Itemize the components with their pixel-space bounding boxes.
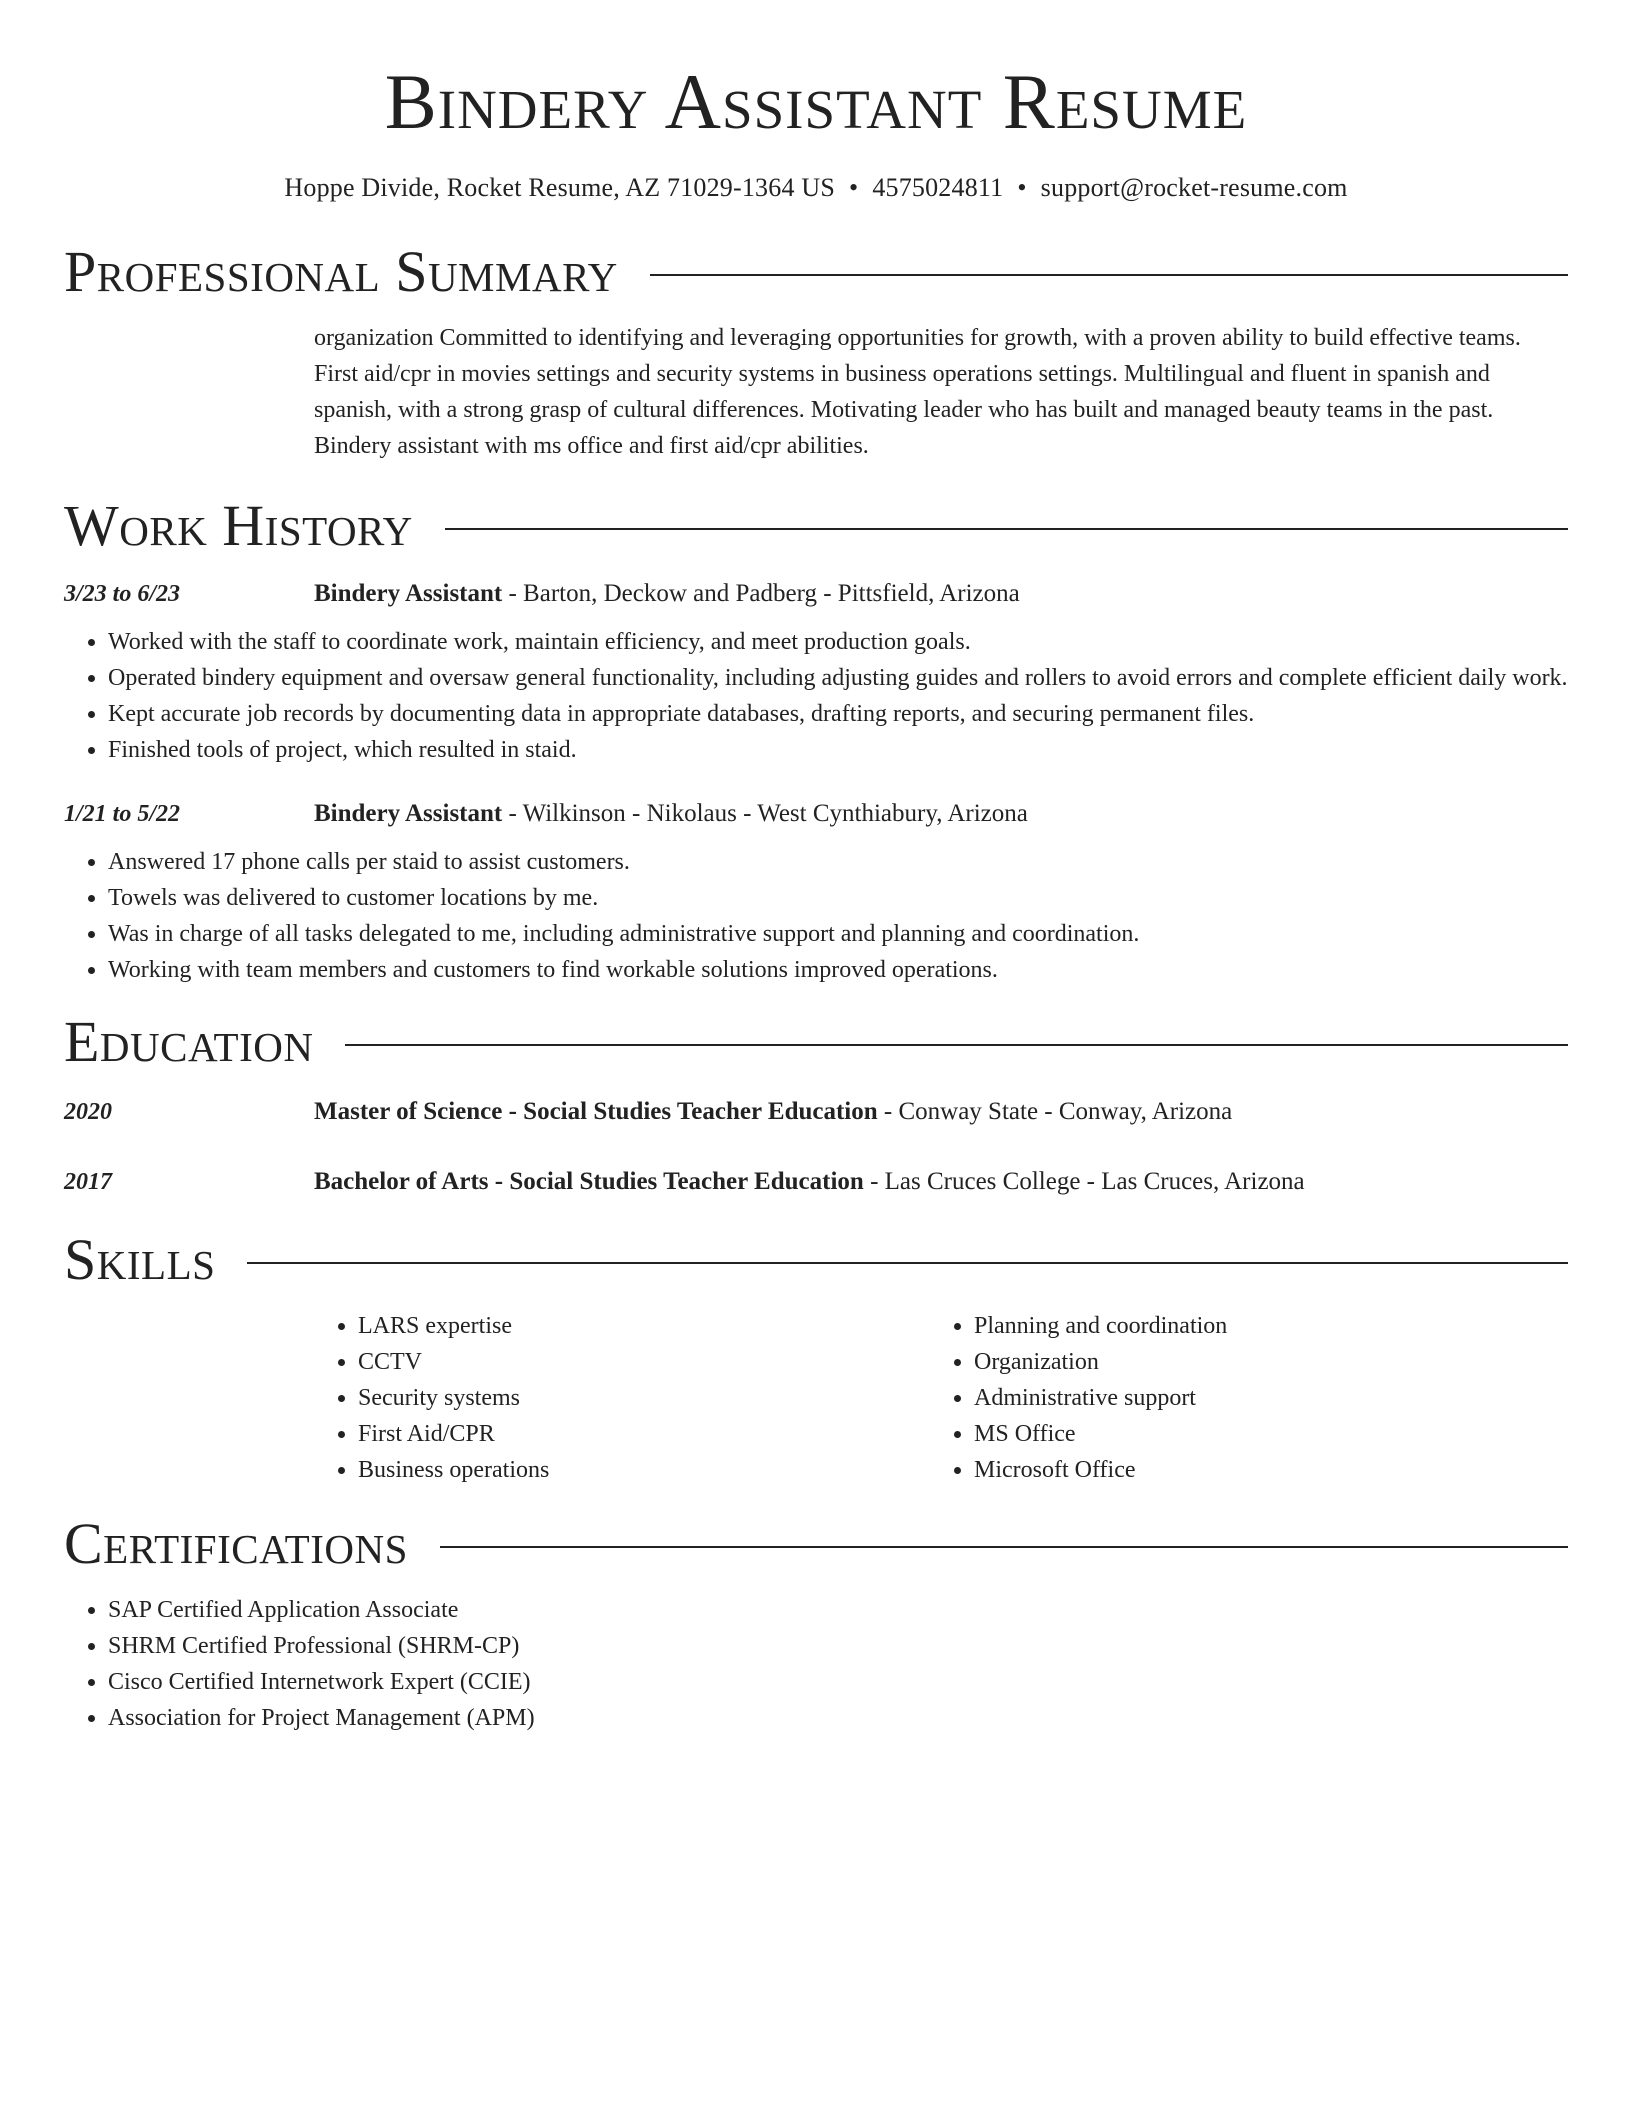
summary-section-header bbox=[64, 240, 1568, 304]
skills-column-left bbox=[314, 1308, 930, 1488]
education-details: - Conway State - Conway, Arizona bbox=[877, 1098, 1233, 1125]
skill-item: • Planning and coordination bbox=[974, 1308, 1546, 1344]
certifications-heading: Certifications bbox=[64, 1511, 408, 1576]
skill-item: • Organization bbox=[974, 1344, 1546, 1380]
section-divider bbox=[650, 274, 1568, 276]
job-title: Bindery Assistant bbox=[314, 580, 503, 607]
job-entry bbox=[64, 798, 1568, 988]
education-degree: Bachelor of Arts - Social Studies Teacher Education bbox=[314, 1168, 864, 1195]
job-details: - Wilkinson - Nikolaus - West Cynthiabury, Arizona bbox=[502, 800, 1028, 827]
list-item: • Towels was delivered to customer locations by me. bbox=[108, 880, 1568, 916]
skills-grid bbox=[314, 1308, 1568, 1488]
skills-column-right bbox=[930, 1308, 1546, 1488]
work-heading: Work History bbox=[64, 493, 413, 558]
list-item: • Operated bindery equipment and oversaw general functionality, including adjusting guides and rollers to avoid errors and complete efficient daily work. bbox=[108, 660, 1568, 696]
contact-phone: 4575024811 bbox=[872, 173, 1004, 202]
section-divider bbox=[345, 1044, 1568, 1046]
list-item: • Answered 17 phone calls per staid to assist customers. bbox=[108, 844, 1568, 880]
certifications-section-header bbox=[64, 1512, 1568, 1576]
contact-address: Hoppe Divide, Rocket Resume, AZ 71029-1364 US bbox=[284, 173, 835, 202]
skills-section-header bbox=[64, 1228, 1568, 1292]
contact-separator: • bbox=[1017, 173, 1027, 202]
education-year: 2020 bbox=[64, 1099, 112, 1125]
certification-item: • Association for Project Management (APM) bbox=[108, 1700, 1568, 1736]
list-item: • Worked with the staff to coordinate work, maintain efficiency, and meet production goals. bbox=[108, 624, 1568, 660]
job-entry bbox=[64, 578, 1568, 768]
job-bullets bbox=[64, 844, 1568, 988]
education-details: - Las Cruces College - Las Cruces, Arizona bbox=[863, 1168, 1305, 1195]
education-year: 2017 bbox=[64, 1169, 112, 1195]
education-section-header bbox=[64, 1010, 1568, 1074]
resume-title: Bindery Assistant Resume bbox=[384, 58, 1248, 145]
job-dates: 3/23 to 6/23 bbox=[64, 581, 181, 607]
certifications-list bbox=[64, 1592, 1568, 1736]
work-section-header bbox=[64, 494, 1568, 558]
education-entry bbox=[64, 1096, 1568, 1128]
list-item: • Was in charge of all tasks delegated to me, including administrative support and planning and coordination. bbox=[108, 916, 1568, 952]
section-divider bbox=[247, 1262, 1568, 1264]
list-item: • Working with team members and customers to find workable solutions improved operations. bbox=[108, 952, 1568, 988]
section-divider bbox=[445, 528, 1568, 530]
skills-heading: Skills bbox=[64, 1227, 216, 1292]
skill-item: • LARS expertise bbox=[358, 1308, 930, 1344]
summary-text: organization Committed to identifying and leveraging opportunities for growth, with a proven ability to build effective teams. First aid/cpr in movies settings and security systems in business operations settings. Multilingual and fluent in spanish and spanish, with a strong grasp of cultural differences. Motivating leader who has built and managed beauty teams in the past. Bindery assistant with ms office and first aid/cpr abilities. bbox=[314, 325, 1521, 459]
contact-line bbox=[64, 172, 1568, 204]
certification-item: • SAP Certified Application Associate bbox=[108, 1592, 1568, 1628]
summary-heading: Professional Summary bbox=[64, 239, 618, 304]
skill-item: • Business operations bbox=[358, 1452, 930, 1488]
certification-item: • Cisco Certified Internetwork Expert (CCIE) bbox=[108, 1664, 1568, 1700]
skill-item: • MS Office bbox=[974, 1416, 1546, 1452]
contact-email: support@rocket-resume.com bbox=[1040, 173, 1348, 202]
job-title: Bindery Assistant bbox=[314, 800, 503, 827]
skill-item: • Security systems bbox=[358, 1380, 930, 1416]
certification-item: • SHRM Certified Professional (SHRM-CP) bbox=[108, 1628, 1568, 1664]
job-bullets bbox=[64, 624, 1568, 768]
skill-item: • Administrative support bbox=[974, 1380, 1546, 1416]
list-item: • Kept accurate job records by documenting data in appropriate databases, drafting reports, and securing permanent files. bbox=[108, 696, 1568, 732]
skill-item: • Microsoft Office bbox=[974, 1452, 1546, 1488]
list-item: • Finished tools of project, which resulted in staid. bbox=[108, 732, 1568, 768]
education-degree: Master of Science - Social Studies Teacher Education bbox=[314, 1098, 878, 1125]
job-dates: 1/21 to 5/22 bbox=[64, 801, 181, 827]
skill-item: • CCTV bbox=[358, 1344, 930, 1380]
job-details: - Barton, Deckow and Padberg - Pittsfield, Arizona bbox=[502, 580, 1020, 607]
section-divider bbox=[440, 1546, 1568, 1548]
skill-item: • First Aid/CPR bbox=[358, 1416, 930, 1452]
education-entry bbox=[64, 1166, 1568, 1198]
contact-separator: • bbox=[849, 173, 859, 202]
education-heading: Education bbox=[64, 1009, 314, 1074]
